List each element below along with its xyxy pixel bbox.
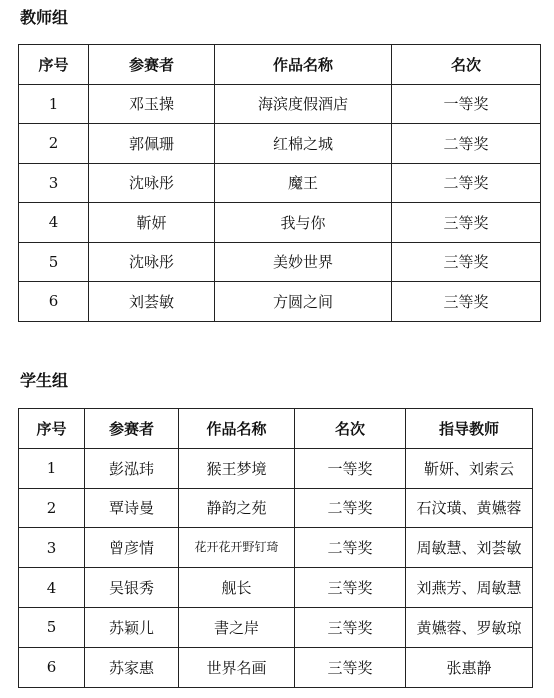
cell-participant: 曾彦情	[85, 528, 179, 568]
table-row	[19, 84, 541, 124]
cell-number: 2	[19, 124, 89, 164]
cell-work-title: 書之岸	[179, 607, 295, 647]
header-number: 序号	[19, 45, 89, 85]
cell-participant: 彭泓玮	[85, 448, 179, 488]
cell-rank: 三等奖	[392, 242, 541, 282]
teacher-results-table	[18, 44, 541, 322]
cell-rank: 二等奖	[295, 528, 406, 568]
cell-participant: 郭佩珊	[89, 124, 215, 164]
teacher-group-title: 教师组	[20, 8, 69, 27]
header-number: 序号	[19, 409, 85, 449]
table-row	[19, 607, 533, 647]
header-instructor: 指导教师	[406, 409, 533, 449]
cell-instructor: 张惠静	[406, 647, 533, 687]
cell-rank: 二等奖	[392, 124, 541, 164]
table-row	[19, 124, 541, 164]
table-row	[19, 282, 541, 322]
header-participant: 参赛者	[89, 45, 215, 85]
cell-number: 1	[19, 84, 89, 124]
cell-participant: 刘荟敏	[89, 282, 215, 322]
cell-participant: 吴银秀	[85, 568, 179, 608]
table-row	[19, 568, 533, 608]
table-row	[19, 448, 533, 488]
cell-number: 6	[19, 647, 85, 687]
cell-work-title: 红棉之城	[215, 124, 392, 164]
cell-rank: 二等奖	[392, 163, 541, 203]
cell-participant: 苏家惠	[85, 647, 179, 687]
cell-rank: 三等奖	[392, 282, 541, 322]
table-row	[19, 488, 533, 528]
table-header-row	[19, 409, 533, 449]
cell-work-title: 静韵之苑	[179, 488, 295, 528]
cell-rank: 三等奖	[295, 568, 406, 608]
cell-number: 4	[19, 568, 85, 608]
table-row	[19, 242, 541, 282]
cell-rank: 二等奖	[295, 488, 406, 528]
cell-work-title: 猴王梦境	[179, 448, 295, 488]
cell-instructor: 黄嬿蓉、罗敏琼	[406, 607, 533, 647]
cell-number: 5	[19, 242, 89, 282]
table-row	[19, 647, 533, 687]
cell-work-title: 我与你	[215, 203, 392, 243]
cell-participant: 沈咏彤	[89, 163, 215, 203]
cell-participant: 靳妍	[89, 203, 215, 243]
cell-work-title: 美妙世界	[215, 242, 392, 282]
cell-participant: 沈咏彤	[89, 242, 215, 282]
cell-number: 5	[19, 607, 85, 647]
cell-instructor: 石汶璜、黄嬿蓉	[406, 488, 533, 528]
cell-work-title: 花开花开野钉琦	[179, 528, 295, 568]
header-work-title: 作品名称	[179, 409, 295, 449]
header-rank: 名次	[295, 409, 406, 449]
cell-number: 3	[19, 528, 85, 568]
table-row	[19, 203, 541, 243]
cell-rank: 三等奖	[392, 203, 541, 243]
cell-instructor: 刘燕芳、周敏慧	[406, 568, 533, 608]
cell-participant: 邓玉操	[89, 84, 215, 124]
cell-number: 1	[19, 448, 85, 488]
cell-instructor: 周敏慧、刘荟敏	[406, 528, 533, 568]
cell-number: 3	[19, 163, 89, 203]
student-group-title: 学生组	[20, 371, 69, 390]
cell-rank: 一等奖	[392, 84, 541, 124]
cell-rank: 三等奖	[295, 607, 406, 647]
table-row	[19, 528, 533, 568]
student-results-table	[18, 408, 533, 688]
cell-work-title: 方圆之间	[215, 282, 392, 322]
header-work-title: 作品名称	[215, 45, 392, 85]
cell-work-title: 舰长	[179, 568, 295, 608]
cell-participant: 覃诗曼	[85, 488, 179, 528]
header-rank: 名次	[392, 45, 541, 85]
table-row	[19, 163, 541, 203]
cell-work-title: 海滨度假酒店	[215, 84, 392, 124]
cell-number: 6	[19, 282, 89, 322]
header-participant: 参赛者	[85, 409, 179, 449]
cell-rank: 三等奖	[295, 647, 406, 687]
cell-instructor: 靳妍、刘索云	[406, 448, 533, 488]
cell-number: 4	[19, 203, 89, 243]
cell-work-title: 世界名画	[179, 647, 295, 687]
cell-work-title: 魔王	[215, 163, 392, 203]
cell-number: 2	[19, 488, 85, 528]
cell-participant: 苏颖儿	[85, 607, 179, 647]
table-header-row	[19, 45, 541, 85]
cell-rank: 一等奖	[295, 448, 406, 488]
